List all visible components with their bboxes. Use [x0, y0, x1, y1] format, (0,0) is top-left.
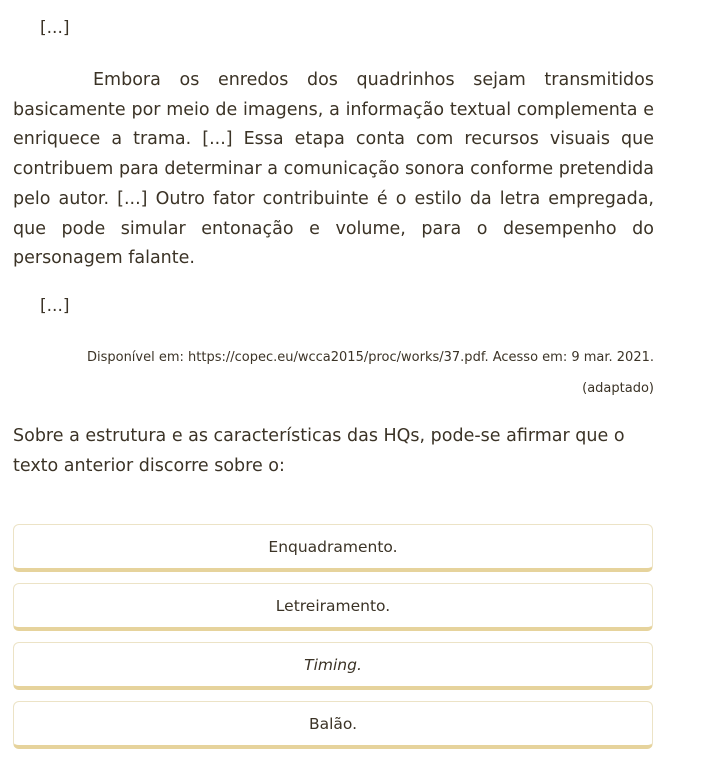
ellipsis-bottom: [...] [40, 296, 70, 316]
answer-options [13, 524, 653, 760]
option-timing[interactable]: Timing. [13, 642, 653, 690]
question-text: Sobre a estrutura e as características das HQs, pode-se afirmar que o texto anterior discorre sobre o: [13, 426, 625, 476]
option-letreiramento[interactable]: Letreiramento. [13, 583, 653, 631]
option-enquadramento[interactable]: Enquadramento. [13, 524, 653, 572]
passage-text: Embora os enredos dos quadrinhos sejam transmitidos basicamente por meio de imagens, a informação textual complementa e enriquece a trama. [...] Essa etapa conta com recursos visuais que contribuem para determinar a comunicação sonora conforme pretendida pelo autor. [...] Outro fator contribuinte é o estilo da letra empregada, que pode simular entonação e volume, para o desempenho do personagem falante. [13, 70, 654, 269]
option-balao[interactable]: Balão. [13, 701, 653, 749]
source-citation: Disponível em: https://copec.eu/wcca2015/proc/works/37.pdf. Acesso em: 9 mar. 2021. [86, 350, 654, 365]
ellipsis-top: [...] [40, 18, 70, 38]
adapted-note: (adaptado) [582, 381, 654, 396]
